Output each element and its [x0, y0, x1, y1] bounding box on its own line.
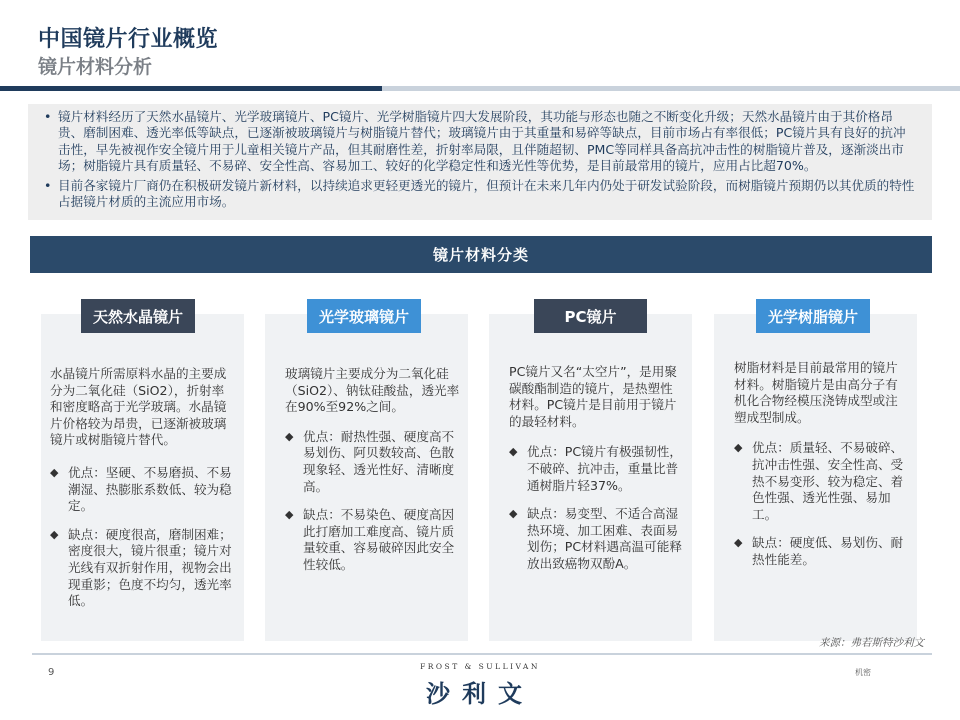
card-cons-text: 缺点：不易染色、硬度高因此打磨加工难度高、镜片质量较重、容易破碎因此安全性较低。: [303, 507, 455, 572]
intro-bullet-text: 目前各家镜片厂商仍在积极研发镜片新材料，以持续追求更轻更透光的镜片，但预计在未来几年内仍处于研发试验阶段，而树脂镜片预期仍以其优质的特性占据镜片材质的主流应用市场。: [58, 178, 915, 210]
diamond-bullet-icon: ◆: [285, 429, 294, 443]
card-body: [285, 366, 460, 574]
section-title-bar: 镜片材料分类: [30, 236, 932, 273]
card-description: 水晶镜片所需原料水晶的主要成分为二氧化硅（SiO2），折射率和密度略高于光学玻璃。水晶镜片价格较为昂贵，已逐渐被玻璃镜片或树脂镜片替代。: [50, 366, 227, 448]
brand-logo-cn: 沙利文: [426, 680, 534, 708]
intro-bullet-text: 镜片材料经历了天然水晶镜片、光学玻璃镜片、PC镜片、光学树脂镜片四大发展阶段，其功能与形态也随之不断变化升级；天然水晶镜片由于其价格昂贵、磨制困难、透光率低等缺点，已逐渐被玻璃镜片与树脂镜片替代；玻璃镜片由于其重量和易碎等缺点，目前市场占有率很低；PC镜片具有良好的抗冲击性，早先被视作安全镜片用于儿童相关镜片产品，但其耐磨性差，折射率局限，且伴随超韧、PMC等同样具备高抗冲击性的树脂镜片普及，逐渐淡出市场；树脂镜片具有质量轻、不易碎、安全性高、容易加工、较好的化学稳定性和透光性等优势，是目前最常用的镜片，应用占比超70%。: [58, 109, 906, 173]
page-number: 9: [48, 667, 55, 678]
card-cons: [285, 507, 460, 573]
card-description: 树脂材料是目前最常用的镜片材料。树脂镜片是由高分子有机化合物经模压浇铸成型或注塑成型制成。: [734, 360, 898, 425]
intro-bullet: [42, 109, 918, 174]
page-title: 中国镜片行业概览: [38, 27, 219, 52]
card-pros-text: 优点：坚硬、不易磨损、不易潮湿、热膨胀系数低、较为稳定。: [68, 464, 232, 514]
bullet-dot-icon: •: [44, 109, 52, 124]
card-pros-text: 优点：耐热性强、硬度高不易划伤、阿贝数较高、色散现象轻、透光性好、清晰度高。: [303, 428, 455, 494]
diamond-bullet-icon: ◆: [509, 507, 518, 521]
card-cons-text: 缺点：硬度很高，磨制困难；密度很大，镜片很重；镜片对光线有双折射作用，视物会出现重影；色度不均匀，透光率低。: [68, 526, 232, 609]
card-glass: [265, 314, 468, 641]
diamond-bullet-icon: ◆: [50, 527, 59, 541]
diamond-bullet-icon: ◆: [285, 508, 294, 522]
card-pros-text: 优点：PC镜片有极强韧性，不破碎、抗冲击，重量比普通树脂片轻37%。: [527, 444, 682, 493]
card-description: 玻璃镜片主要成分为二氧化硅（SiO2）、钠钛硅酸盐，透光率在90%至92%之间。: [285, 366, 460, 415]
card-title-glass: 光学玻璃镜片: [307, 299, 421, 333]
card-cons: [734, 535, 909, 568]
card-cons-text: 缺点：易变型、不适合高湿热环境、加工困难、表面易划伤；PC材料遇高温可能释放出致癌物双酚A。: [527, 506, 682, 571]
bullet-dot-icon: •: [44, 178, 52, 194]
card-cons: [509, 506, 684, 572]
card-crystal: [41, 314, 244, 641]
confidential-label: 机密: [855, 668, 871, 677]
card-body: [509, 364, 684, 573]
card-pros: [509, 444, 684, 494]
card-pros: [50, 465, 236, 515]
card-cons-text: 缺点：硬度低、易划伤、耐热性能差。: [752, 535, 904, 567]
card-pros: [734, 440, 909, 523]
intro-box: [28, 104, 932, 220]
diamond-bullet-icon: ◆: [734, 536, 743, 550]
card-body: [50, 366, 236, 610]
brand-logo-en: FROST & SULLIVAN: [420, 662, 540, 671]
page-subtitle: 镜片材料分析: [38, 56, 153, 78]
card-description: PC镜片又名“太空片”，是用聚碳酸酯制造的镜片，是热塑性材料。PC镜片是目前用于镜片的最轻材料。: [509, 364, 677, 429]
card-title-resin: 光学树脂镜片: [756, 299, 870, 333]
diamond-bullet-icon: ◆: [734, 441, 743, 455]
card-pc: [489, 314, 692, 641]
card-title-crystal: 天然水晶镜片: [81, 299, 195, 333]
footer-divider: [32, 653, 932, 655]
diamond-bullet-icon: ◆: [509, 445, 518, 459]
diamond-bullet-icon: ◆: [50, 465, 59, 479]
card-pros: [285, 429, 460, 495]
card-cons: [50, 527, 236, 610]
card-body: [734, 360, 909, 569]
card-resin: [714, 314, 917, 641]
header-divider-light: [382, 86, 960, 91]
card-title-pc: PC镜片: [534, 299, 647, 333]
header-divider: [0, 86, 382, 91]
source-note: 来源：弗若斯特沙利文: [819, 637, 924, 649]
card-pros-text: 优点：质量轻、不易破碎、抗冲击性强、安全性高、受热不易变形、较为稳定、着色性强、透光性强、易加工。: [752, 440, 904, 522]
intro-bullet: [42, 178, 918, 211]
